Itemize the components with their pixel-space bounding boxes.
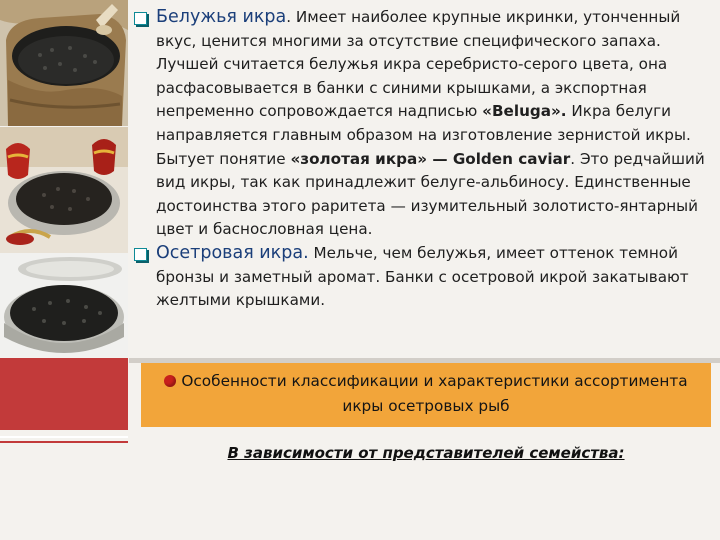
square-bullet-icon [134,248,147,261]
highlight-text: Особенности классификации и характеристики ассортимента икры осетровых рыб [181,372,688,415]
caviar-tin-photo [0,253,128,357]
caviar-bowl-photo [0,127,128,253]
red-accent-block [0,358,128,430]
text-block [132,6,716,313]
golden-caviar-term: «золотая икра» — Golden caviar [290,149,571,168]
highlight-box [141,363,711,427]
beluga-middle: Икра белуги направляется главным образом на изготовление зернистой икры. Бытует понятие [156,102,691,168]
section-subtitle: В зависимости от представителей семейства: [227,444,625,462]
beluga-end: . Это редчайший вид икры, так как принадлежит белуге-альбиносу. Единственные достоинства этого раритета — изумительный золотисто-янтарный цвет и баснословная цена. [156,149,705,239]
osetr-paragraph [132,242,716,313]
osetr-text: Мельче, чем белужья, имеет оттенок темной бронзы и заметный аромат. Банки с осетровой икрой закатывают желтыми крышками. [156,243,689,310]
beluga-mark: «Beluga». [482,102,567,121]
square-bullet-icon [134,12,147,25]
beluga-intro: . Имеет наиболее крупные икринки, утонченный вкус, ценится многими за отсутствие специфического запаха. Лучшей считается белужья икра серебристо-серого цвета, она расфасовывается в банки с синими крышками, а экспортная непременно сопровождается надписью [156,8,681,121]
beluga-heading: Белужья икра [156,7,287,27]
beluga-paragraph [132,6,716,242]
white-rule [0,436,128,438]
red-rule [0,441,128,443]
red-dot-bullet-icon [164,375,176,387]
osetr-heading: Осетровая икра. [156,242,309,263]
caviar-sack-photo [0,0,128,126]
